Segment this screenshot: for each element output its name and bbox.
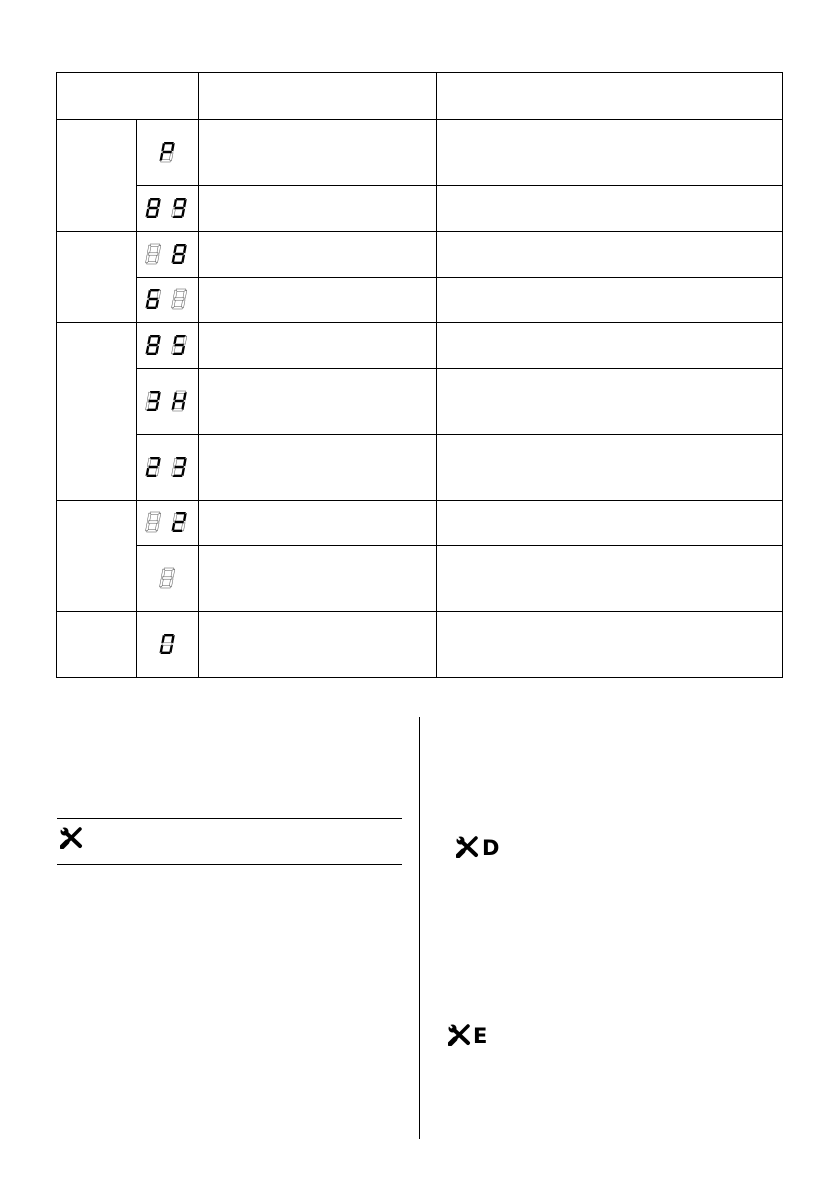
description-cell [199, 323, 437, 369]
description-cell [199, 546, 437, 612]
description-cell [199, 232, 437, 278]
table-row [57, 278, 783, 323]
description-cell [199, 435, 437, 501]
seven-segment-display [156, 633, 180, 657]
remark-cell [437, 278, 783, 323]
segment-display-cell [137, 186, 199, 232]
description-cell [199, 612, 437, 678]
display-digit [145, 335, 160, 355]
display-segment [174, 252, 184, 254]
display-segment [181, 208, 185, 216]
remark-cell [437, 546, 783, 612]
display-segment [174, 298, 184, 300]
display-segment [148, 252, 158, 254]
display-segment [147, 245, 151, 253]
table-row [57, 369, 783, 435]
wrench-screwdriver-icon [60, 827, 86, 854]
display-segment [161, 143, 165, 151]
group-label-cell [57, 612, 137, 678]
table-header-row [57, 73, 783, 120]
display-segment [147, 392, 151, 400]
display-segment [173, 458, 177, 466]
description-cell [199, 501, 437, 546]
display-segment [169, 644, 173, 652]
seven-segment-display [142, 390, 194, 414]
table-row [57, 323, 783, 369]
seven-segment-display [142, 511, 194, 535]
display-segment [147, 513, 151, 521]
display-digit [171, 244, 186, 264]
table-row [57, 435, 783, 501]
segment-display-cell [137, 546, 199, 612]
segment-display-cell [137, 232, 199, 278]
display-segment [155, 208, 159, 216]
table-row [57, 612, 783, 678]
group-label-cell [57, 501, 137, 612]
segment-display-cell [137, 501, 199, 546]
display-segment [181, 467, 185, 475]
seven-segment-display [142, 288, 194, 312]
seven-segment-display [142, 334, 194, 358]
display-digit [159, 142, 174, 162]
display-digit [171, 289, 186, 309]
display-segment [173, 290, 177, 298]
display-segment [147, 199, 151, 207]
display-segment [174, 343, 184, 345]
table-row [57, 120, 783, 186]
display-digit [145, 457, 160, 477]
display-segment [162, 576, 172, 578]
wrench-screwdriver-icon [448, 1024, 474, 1051]
remark-cell [437, 120, 783, 186]
display-segment [148, 521, 158, 523]
display-digit [171, 391, 186, 411]
display-segment [148, 206, 158, 208]
remark-cell [437, 612, 783, 678]
display-digit [159, 634, 174, 654]
display-segment [174, 521, 184, 523]
display-segment [173, 199, 177, 207]
table-row [57, 546, 783, 612]
horizontal-rule [57, 818, 402, 819]
remark-cell [437, 369, 783, 435]
display-segment [174, 399, 184, 401]
description-cell [199, 369, 437, 435]
service-code-letter-d: D [482, 836, 500, 860]
segment-display-cell [137, 369, 199, 435]
remark-cell [437, 186, 783, 232]
seven-segment-display [156, 141, 180, 165]
display-segment [148, 298, 158, 300]
display-segment [155, 345, 159, 353]
segment-display-cell [137, 435, 199, 501]
display-digit [145, 512, 160, 532]
table-row [57, 501, 783, 546]
display-segment [181, 523, 185, 531]
description-cell [199, 278, 437, 323]
display-segment [181, 254, 185, 262]
header-cell-code [57, 73, 199, 120]
display-digit [145, 244, 160, 264]
display-segment [174, 206, 184, 208]
service-code-letter-e: E [473, 1024, 488, 1048]
display-segment [155, 401, 159, 409]
header-cell-description [199, 73, 437, 120]
display-segment [147, 290, 151, 298]
header-cell-remark [437, 73, 783, 120]
segment-display-cell [137, 120, 199, 186]
display-segment [173, 336, 177, 344]
display-segment [148, 343, 158, 345]
display-segment [155, 300, 159, 308]
group-label-cell [57, 323, 137, 501]
segment-display-cell [137, 278, 199, 323]
display-segment [174, 465, 184, 467]
description-cell [199, 186, 437, 232]
display-digit [171, 335, 186, 355]
display-segment [173, 392, 177, 400]
table-row [57, 232, 783, 278]
display-segment [161, 569, 165, 577]
display-segment [162, 150, 172, 152]
display-segment [173, 245, 177, 253]
display-segment [181, 345, 185, 353]
group-label-cell [57, 232, 137, 323]
seven-segment-display [142, 197, 194, 221]
error-code-table [56, 72, 783, 678]
table-row [57, 186, 783, 232]
seven-segment-display [142, 456, 194, 480]
seven-segment-display [142, 243, 194, 267]
display-segment [161, 635, 165, 643]
display-digit [171, 198, 186, 218]
display-segment [147, 458, 151, 466]
display-digit [145, 289, 160, 309]
remark-cell [437, 435, 783, 501]
display-segment [148, 399, 158, 401]
wrench-screwdriver-icon [456, 836, 482, 863]
display-segment [173, 513, 177, 521]
remark-cell [437, 232, 783, 278]
remark-cell [437, 323, 783, 369]
remark-cell [437, 501, 783, 546]
display-digit [145, 391, 160, 411]
display-segment [162, 642, 172, 644]
display-digit [159, 568, 174, 588]
segment-display-cell [137, 323, 199, 369]
horizontal-rule [57, 864, 402, 865]
display-digit [171, 457, 186, 477]
display-digit [145, 198, 160, 218]
description-cell [199, 120, 437, 186]
seven-segment-display [156, 567, 180, 591]
display-segment [155, 467, 159, 475]
display-segment [147, 336, 151, 344]
column-divider [419, 717, 420, 1139]
display-segment [148, 465, 158, 467]
group-label-cell [57, 120, 137, 232]
display-digit [171, 512, 186, 532]
segment-display-cell [137, 612, 199, 678]
